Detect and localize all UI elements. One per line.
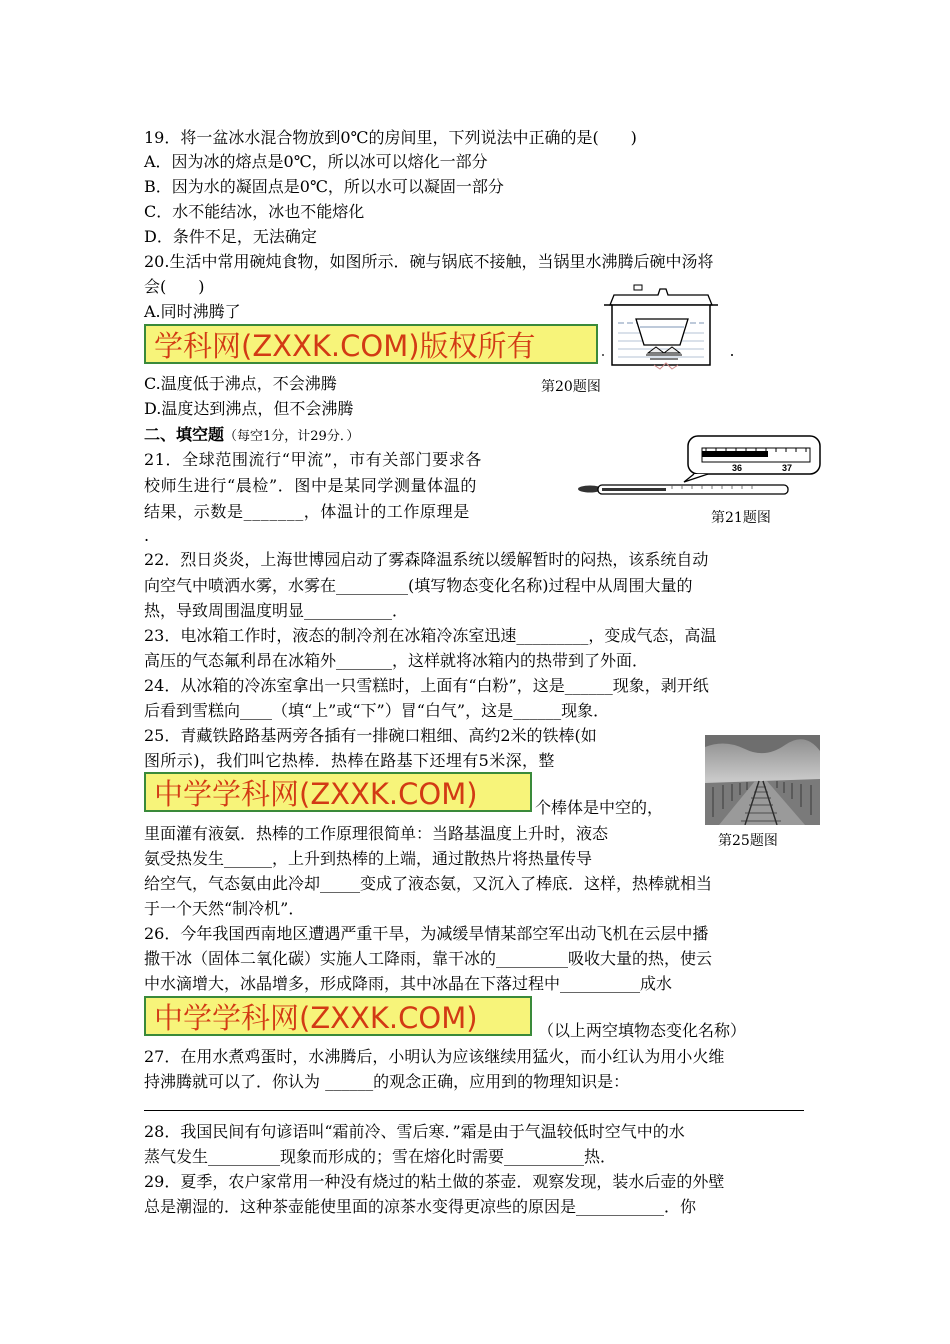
q20-option-c: C.温度低于沸点，不会沸腾 (144, 374, 337, 393)
q20-stem-line2: 会( ) (144, 277, 205, 296)
q29-line2: 总是潮湿的．这种茶壶能使里面的凉茶水变得更凉些的原因是___________．你 (144, 1197, 697, 1216)
section-2-title: 二、填空题 (144, 425, 225, 444)
q29-line1: 29．夏季，农户家常用一种没有烧过的粘土做的茶壶．观察发现，装水后壶的外壁 (144, 1172, 725, 1191)
q23-line2: 高压的气态氟利昂在冰箱外_______，这样就将冰箱内的热带到了外面． (144, 651, 649, 670)
q25-line2: 图所示)，我们叫它热棒．热棒在路基下还埋有5米深，整 (144, 751, 555, 770)
q24-line2: 后看到雪糕向____（填“上”或“下”）冒“白气”，这是______现象． (144, 701, 610, 720)
thermo-tick-36: 36 (732, 463, 743, 473)
q19-option-b: B．因为水的凝固点是0℃，所以水可以凝固一部分 (144, 177, 504, 196)
q19-option-a: A．因为冰的熔点是0℃，所以冰可以熔化一部分 (144, 152, 488, 171)
q22-line3: 热，导致周围温度明显___________． (144, 601, 409, 620)
q21-line3: 结果，示数是_______，体温计的工作原理是 (144, 502, 470, 521)
watermark-banner: 中学学科网(ZXXK.COM) (144, 772, 532, 812)
q19-option-c: C．水不能结冰，冰也不能熔化 (144, 202, 365, 221)
q28-line1: 28．我国民间有句谚语叫“霜前冷、雪后寒．”霜是由于气温较低时空气中的水 (144, 1122, 685, 1141)
q22-line1: 22．烈日炎炎，上海世博园启动了雾森降温系统以缓解暂时的闷热，该系统自动 (144, 550, 709, 569)
fig25-caption: 第25题图 (718, 833, 778, 849)
q19-option-d: D．条件不足，无法确定 (144, 227, 317, 246)
q25-line6: 给空气，气态氨由此冷却_____变成了液态氨，又沉入了棒底．这样，热棒就相当 (144, 874, 713, 893)
watermark-banner: 中学学科网(ZXXK.COM) (144, 996, 532, 1036)
section-2-note: （每空1分，计29分．） (224, 429, 360, 444)
q25-line5: 氨受热发生______，上升到热棒的上端，通过散热片将热量传导 (144, 849, 593, 868)
fig21-caption: 第21题图 (711, 510, 771, 526)
q21-line1: 21．全球范围流行“甲流”，市有关部门要求各 (144, 450, 482, 469)
q27-line1: 27．在用水煮鸡蛋时，水沸腾后，小明认为应该继续用猛火，而小红认为用小火维 (144, 1047, 725, 1066)
q25-line4: 里面灌有液氨．热棒的工作原理很简单：当路基温度上升时，液态 (144, 824, 609, 843)
q25-line3: 个棒体是中空的， (535, 798, 664, 817)
fig20-pot-illustration (600, 283, 750, 375)
q25-line1: 25．青藏铁路路基两旁各插有一排碗口粗细、高约2米的铁棒(如 (144, 726, 597, 745)
q21-line2: 校师生进行“晨检”．图中是某同学测量体温的 (144, 476, 477, 495)
fig25-railway-photo (705, 735, 820, 825)
q20-stem-line1: 20.生活中常用碗炖食物，如图所示．碗与锅底不接触，当锅里水沸腾后碗中汤将 (144, 252, 714, 271)
q19-stem: 19．将一盆冰水混合物放到0℃的房间里，下列说法中正确的是( ) (144, 128, 637, 147)
q26-line4: （以上两空填物态变化名称） (538, 1021, 747, 1040)
q27-line2: 持沸腾就可以了．你认为 ______的观念正确，应用到的物理知识是： (144, 1072, 630, 1091)
q23-line1: 23．电冰箱工作时，液态的制冷剂在冰箱冷冻室迅速_________，变成气态，高温 (144, 626, 717, 645)
q26-line1: 26．今年我国西南地区遭遇严重干旱，为减缓旱情某部空军出动飞机在云层中播 (144, 924, 709, 943)
q21-line4: . (144, 526, 150, 545)
section-2-heading (144, 423, 359, 447)
q25-line7: 于一个天然“制冷机”． (144, 899, 305, 918)
q26-line3: 中水滴增大，冰晶增多，形成降雨，其中冰晶在下落过程中__________成水 (144, 974, 673, 993)
q28-line2: 蒸气发生_________现象而形成的；雪在熔化时需要__________热． (144, 1147, 617, 1166)
q26-line2: 撒干冰（固体二氧化碳）实施人工降雨，靠干冰的_________吸收大量的热，使云 (144, 949, 713, 968)
fig21-thermometer-illustration (572, 432, 832, 504)
fig20-caption: 第20题图 (541, 379, 601, 395)
thermo-tick-37: 37 (782, 463, 793, 473)
watermark-banner: 学科网(ZXXK.COM)版权所有 (144, 324, 598, 364)
q24-line1: 24．从冰箱的冷冻室拿出一只雪糕时，上面有“白粉”，这是______现象，剥开纸 (144, 676, 709, 695)
q20-option-a: A.同时沸腾了 (144, 302, 241, 321)
q22-line2: 向空气中喷洒水雾，水雾在_________(填写物态变化名称)过程中从周围大量的 (144, 576, 693, 595)
q27-answer-line (144, 1110, 804, 1111)
q20-option-d: D.温度达到沸点，但不会沸腾 (144, 399, 354, 418)
